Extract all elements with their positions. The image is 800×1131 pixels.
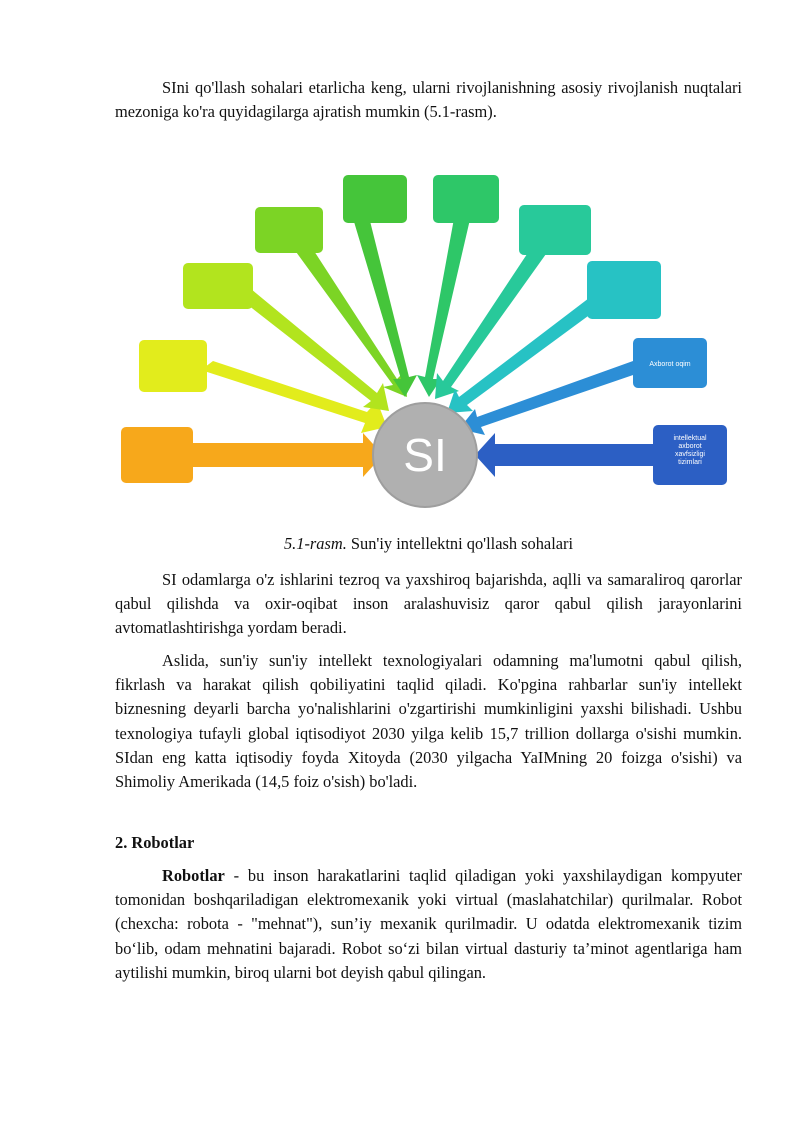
paragraph-2: SI odamlarga o'z ishlarini tezroq va yaxshiroq bajarishda, aqlli va samaraliroq qarorlar qabul qilishda va oxir-oqibat inson aralashuvisiz qaror qabul qilish jarayonlarini avtomatlashtirishga yordam beradi. — [115, 570, 742, 638]
box-3 — [183, 263, 253, 309]
arrow-3 — [239, 289, 389, 411]
diagram-svg — [115, 165, 745, 515]
box-8 — [587, 261, 661, 319]
caption-label: 5.1-rasm. — [283, 534, 347, 553]
box-10-label: intellektual axborot xavfsizligi tizimlari — [673, 435, 707, 466]
center-node — [373, 403, 477, 507]
box-9-label: Axborot oqim — [649, 361, 691, 368]
paragraph-3: Aslida, sun'iy sun'iy intellekt texnologiyalari odamning ma'lumotni qabul qilish, fikrlash va harakat qilish qobiliyatini taqlid qiladi. Ko'pgina rahbarlar sun'iy intellekt biznesning deyarli barcha yo'nalishlarini o'zgartirishi mumkinligini yaxshi bilishadi. Ushbu texnologiya tufayli global iqtisodiyot 2030 yilga kelib 15,7 trillion dollarga o'sishi mumkin. SIdan eng katta iqtisodiy foyda Xitoyda (2030 yilgacha YaIMning 20 foizga o'sishi) va Shimoliy Amerikada (14,5 foiz o'sish) bo'ladi. — [115, 651, 742, 792]
figure-caption — [115, 533, 742, 555]
caption-text: Sun'iy intellektni qo'llash sohalari — [346, 534, 574, 553]
arrow-10 — [475, 433, 665, 477]
arrow-2 — [201, 361, 387, 433]
box-9 — [633, 338, 707, 388]
box-10 — [653, 425, 727, 485]
box-5 — [343, 175, 407, 223]
center-label: SI — [403, 429, 447, 481]
arrow-1 — [193, 433, 383, 477]
box-2 — [139, 340, 207, 392]
robot-term: Robotlar — [162, 866, 225, 885]
box-4 — [255, 207, 323, 253]
si-applications-diagram — [115, 165, 745, 515]
section-heading: 2. Robotlar — [115, 833, 195, 852]
box-7 — [519, 205, 591, 255]
arrow-9 — [459, 361, 639, 435]
box-6 — [433, 175, 499, 223]
box-1 — [121, 427, 193, 483]
paragraph-4-text: - bu inson harakatlarini taqlid qiladigan yoki yaxshilaydigan kompyuter tomonidan boshqariladigan elektromexanik yoki virtual (maslahatchilar) qurilmalar. Robot (chexcha: robota - "mehnat"), sun’iy mexanik qurilmadir. U odatda elektromexanik tizim bo‘lib, odam mehnatini bajaradi. Robot so‘zi bilan virtual dasturiy ta’minot agentlariga ham aytilishi mumkin, biroq ularni bot deyish qabul qilingan. — [115, 866, 742, 982]
intro-paragraph: SIni qo'llash sohalari etarlicha keng, ularni rivojlanishning asosiy rivojlanish nuqtalari mezoniga ko'ra quyidagilarga ajratish mumkin (5.1-rasm). — [115, 78, 742, 122]
paragraph-4 — [115, 864, 742, 985]
